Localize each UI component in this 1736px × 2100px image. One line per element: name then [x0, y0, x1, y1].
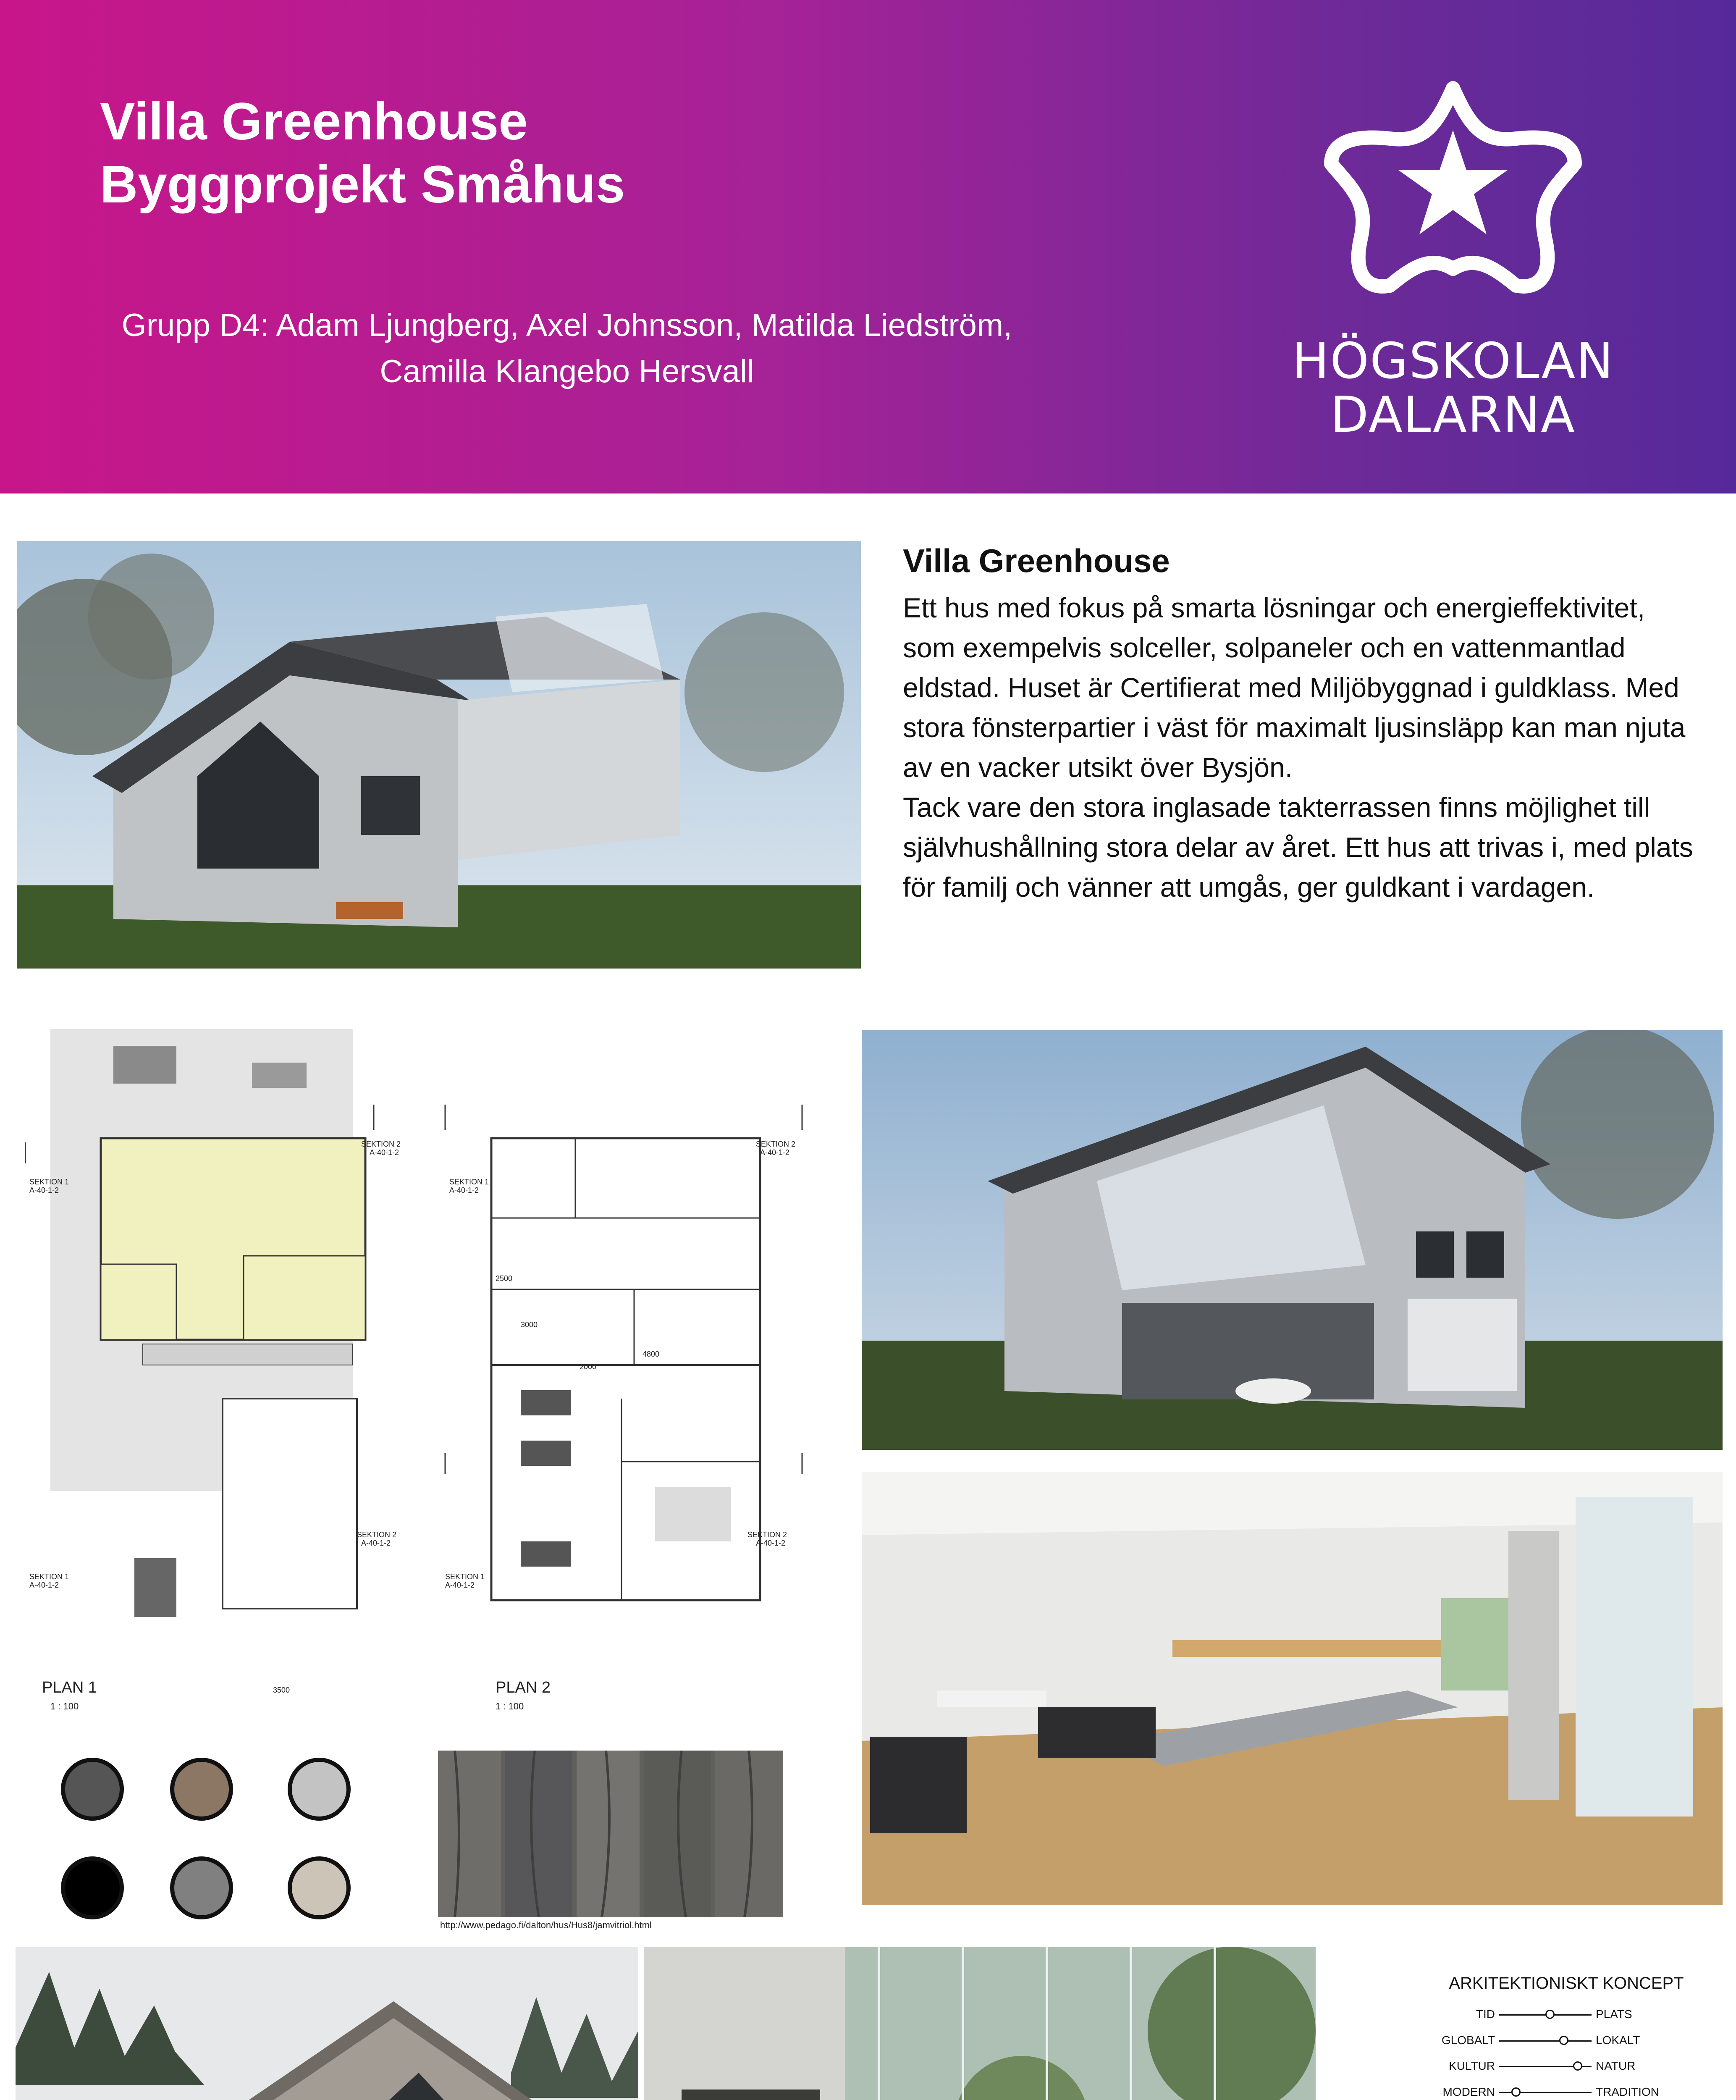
description-paragraph-1: Ett hus med fokus på smarta lösningar och energieffektivitet, som exempelvis solceller, solpaneler och en vattenmantlad eldstad. Huset är Certifierat med Miljöbyggnad i guldklass. Med stora fönsterpartier i väst för maximalt ljusinsläpp kan man njuta av en vacker utsikt över Bysjön. [903, 592, 1686, 783]
wood-source-caption: http://www.pedago.fi/dalton/hus/Hus8/jamvitriol.html [440, 1920, 652, 1930]
group-members [42, 302, 1092, 395]
plan1-section1-ref: A-40-1-2 [29, 1186, 59, 1194]
concept-scale-marker [1573, 2061, 1582, 2071]
concept-right-label: TRADITION [1596, 2085, 1659, 2098]
color-swatch-1 [61, 1758, 124, 1821]
description-title: Villa Greenhouse [903, 542, 1170, 579]
plan2-section2-lower-marker: SEKTION 2 [747, 1530, 787, 1539]
dim-2000: 2000 [580, 1362, 597, 1371]
description-paragraph-2: Tack vare den stora inglasade takterrassen finns möjlighet till självhushållning stora delar av året. Ett hus att trivas i, med plats för familj och vänner att umgås, ger guldkant i vardagen. [903, 792, 1693, 903]
concept-left-label: MODERN [1442, 2085, 1495, 2098]
plan2-label: PLAN 2 [496, 1679, 551, 1696]
plan1-section1-lower-ref: A-40-1-2 [29, 1581, 59, 1589]
exterior-render-greenhouse [862, 1030, 1723, 1450]
color-swatch-2 [170, 1758, 233, 1821]
concept-right-label: LOKALT [1596, 2033, 1640, 2047]
concept-row [1373, 2003, 1718, 2028]
description-body [903, 588, 1701, 907]
concept-right-label: NATUR [1596, 2059, 1636, 2072]
concept-left-label: KULTUR [1449, 2059, 1495, 2072]
concept-title: ARKITEKTIONISKT KONCEPT [1449, 1974, 1684, 1992]
title-line-2: Byggprojekt Småhus [100, 155, 625, 214]
dim-3000: 3000 [521, 1320, 538, 1329]
plan1-section1-lower-marker: SEKTION 1 [29, 1572, 69, 1581]
poster-title [100, 90, 625, 216]
logo-line-2: DALARNA [1330, 386, 1576, 444]
concept-row [1373, 2080, 1718, 2100]
group-line-1: Grupp D4: Adam Ljungberg, Axel Johnsson, Matilda Liedström, [121, 307, 1012, 343]
concept-right-label: PLATS [1596, 2008, 1632, 2021]
plan1-section2-marker: SEKTION 2 [361, 1140, 401, 1148]
concept-scale-marker [1559, 2036, 1568, 2045]
plan1-section2-ref: A-40-1-2 [370, 1148, 399, 1157]
dim-3500: 3500 [273, 1686, 290, 1694]
dim-2500: 2500 [496, 1274, 513, 1283]
color-swatch-6 [288, 1856, 351, 1919]
weathered-wood-texture [438, 1751, 783, 1917]
concept-row [1373, 2029, 1718, 2054]
floor-plans [25, 1021, 823, 1726]
plan1-label: PLAN 1 [42, 1679, 97, 1696]
plan2-section1-ref: A-40-1-2 [449, 1186, 479, 1194]
reference-greenhouse-photo [644, 1947, 1316, 2100]
plan1-section1-marker: SEKTION 1 [29, 1178, 69, 1186]
plan2-section1-lower-marker: SEKTION 1 [445, 1572, 485, 1581]
concept-row [1373, 2054, 1718, 2079]
concept-scale-marker [1545, 2010, 1555, 2019]
plan1-section2-lower-marker: SEKTION 2 [357, 1530, 397, 1539]
plan2-section1-marker: SEKTION 1 [449, 1178, 489, 1186]
concept-left-label: TID [1476, 2008, 1495, 2021]
exterior-render-west [17, 541, 861, 969]
hogskolan-logo-text [1251, 332, 1655, 444]
color-swatch-3 [288, 1758, 351, 1821]
color-swatch-5 [170, 1856, 233, 1919]
hogskolan-flower-logo-icon [1319, 80, 1587, 298]
reference-cabin-photo [16, 1947, 638, 2100]
title-line-1: Villa Greenhouse [100, 92, 528, 151]
dim-4800: 4800 [642, 1350, 660, 1358]
plan2-section2-marker: SEKTION 2 [756, 1140, 796, 1148]
group-line-2: Camilla Klangebo Hersvall [380, 354, 754, 389]
plan2-section1-lower-ref: A-40-1-2 [445, 1581, 475, 1589]
plan2-section2-ref: A-40-1-2 [760, 1148, 790, 1157]
plan2-section2-lower-ref: A-40-1-2 [756, 1539, 786, 1547]
plan1-section2-lower-ref: A-40-1-2 [361, 1539, 391, 1547]
concept-scale-marker [1511, 2087, 1521, 2097]
color-swatch-4 [61, 1856, 124, 1919]
concept-left-label: GLOBALT [1441, 2033, 1495, 2047]
plan1-scale: 1 : 100 [50, 1701, 79, 1712]
concept-scale-line [1499, 2040, 1592, 2042]
interior-render [862, 1472, 1723, 1905]
plan2-scale: 1 : 100 [496, 1701, 524, 1712]
logo-line-1: HÖGSKOLAN [1292, 332, 1614, 390]
